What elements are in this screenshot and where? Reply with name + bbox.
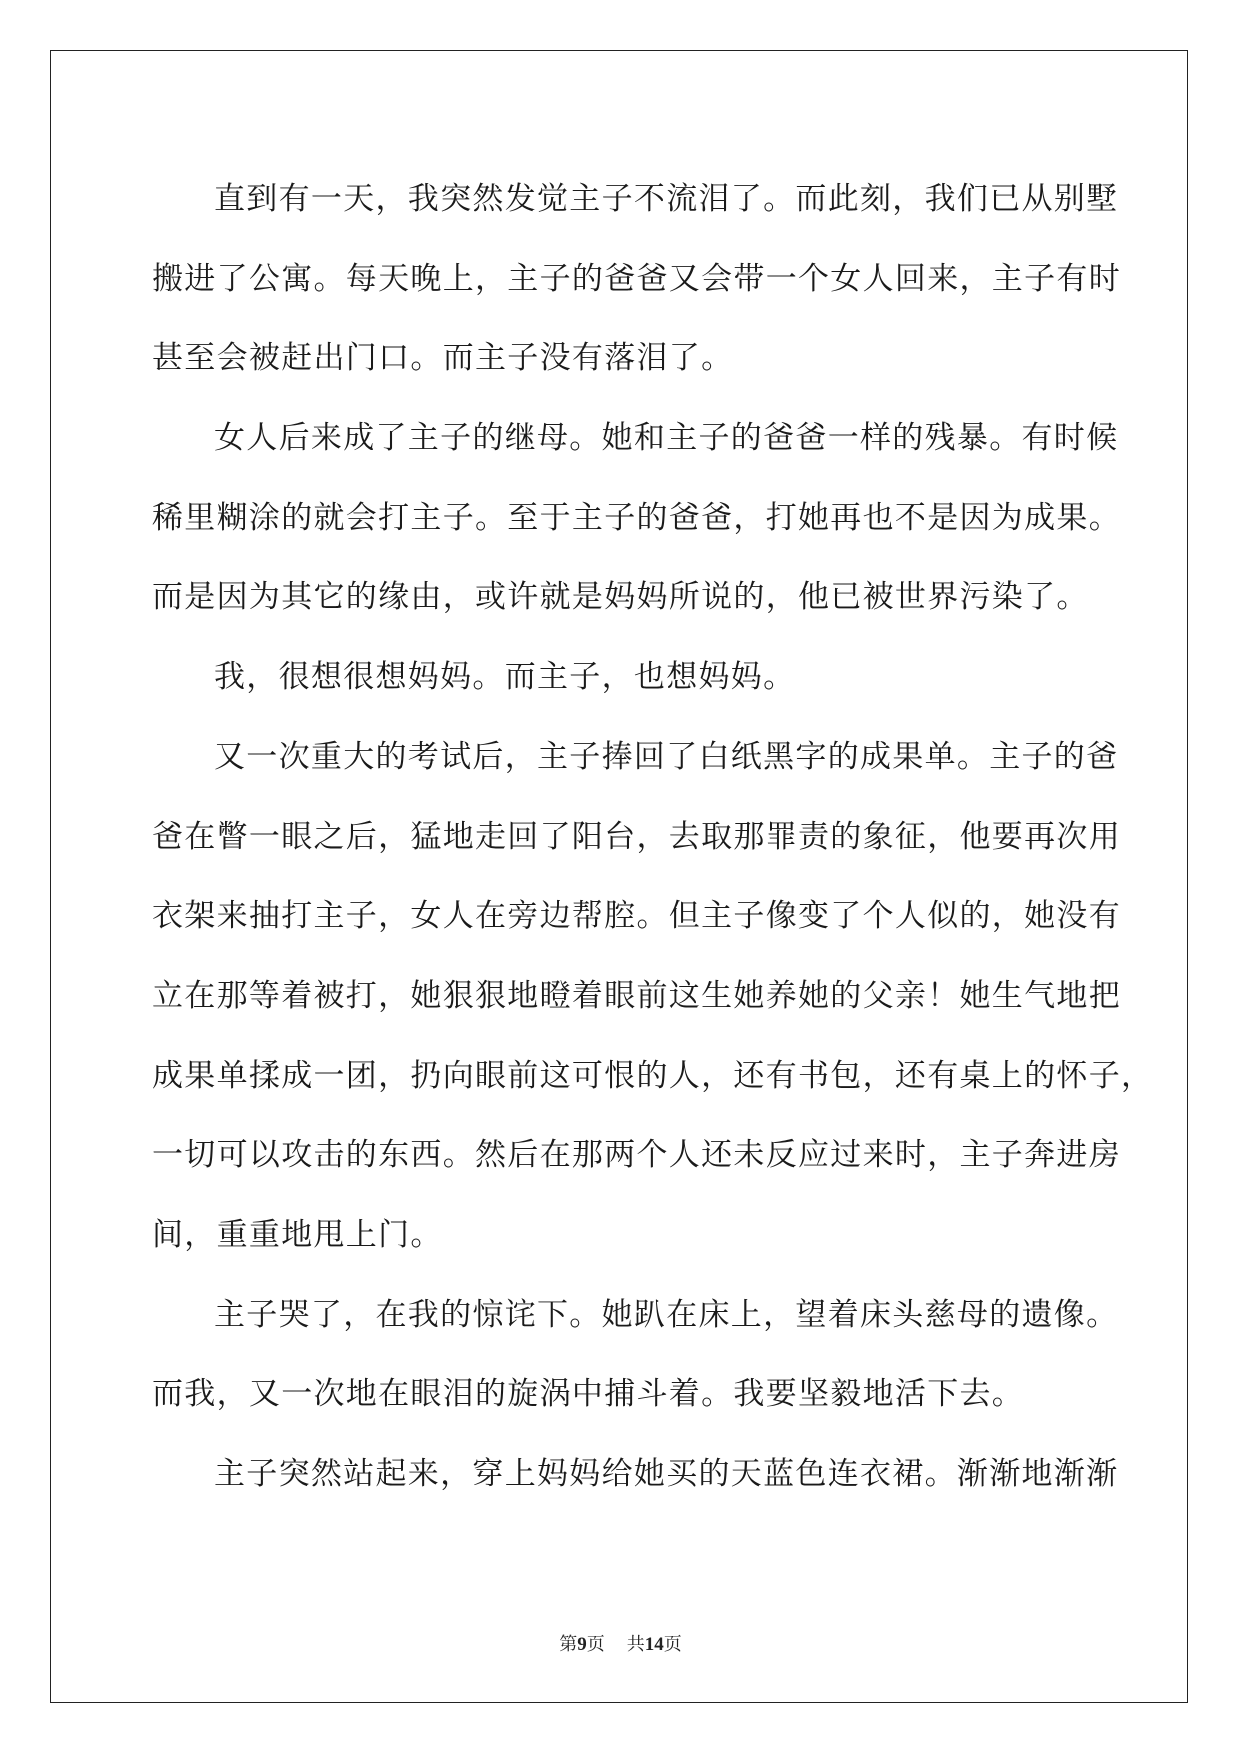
text-line: 搬进了公寓。每天晚上，主子的爸爸又会带一个女人回来，主子有时 bbox=[152, 260, 1121, 297]
page-prefix: 第 bbox=[559, 1634, 578, 1655]
text-line: 稀里糊涂的就会打主子。至于主子的爸爸，打她再也不是因为成果。 bbox=[152, 499, 1121, 536]
page-footer bbox=[0, 1633, 1241, 1657]
text-line: 甚至会被赶出门口。而主子没有落泪了。 bbox=[152, 340, 734, 377]
text-line: 主子哭了，在我的惊诧下。她趴在床上，望着床头慈母的遗像。 bbox=[214, 1296, 1119, 1333]
text-line: 成果单揉成一团，扔向眼前这可恨的人，还有书包，还有桌上的怀子， bbox=[152, 1057, 1154, 1094]
text-line: 又一次重大的考试后，主子捧回了白纸黑字的成果单。主子的爸 bbox=[214, 738, 1119, 775]
total-prefix: 共 bbox=[626, 1634, 645, 1655]
page-suffix: 页 bbox=[586, 1634, 605, 1655]
text-line: 我，很想很想妈妈。而主子，也想妈妈。 bbox=[214, 659, 796, 696]
text-line: 衣架来抽打主子，女人在旁边帮腔。但主子像变了个人似的，她没有 bbox=[152, 898, 1121, 935]
text-line: 而是因为其它的缘由，或许就是妈妈所说的，他已被世界污染了。 bbox=[152, 579, 1089, 616]
text-line: 女人后来成了主子的继母。她和主子的爸爸一样的残暴。有时候 bbox=[214, 420, 1119, 457]
text-line: 直到有一天，我突然发觉主子不流泪了。而此刻，我们已从别墅 bbox=[214, 181, 1119, 217]
page-number: 9 bbox=[577, 1634, 587, 1655]
text-line: 主子突然站起来，穿上妈妈给她买的天蓝色连衣裙。渐渐地渐渐 bbox=[214, 1456, 1119, 1492]
text-line: 间，重重地甩上门。 bbox=[152, 1216, 443, 1253]
text-line: 而我，又一次地在眼泪的旋涡中捕斗着。我要坚毅地活下去。 bbox=[152, 1376, 1025, 1413]
total-suffix: 页 bbox=[663, 1634, 682, 1655]
text-line: 爸在瞥一眼之后，猛地走回了阳台，去取那罪责的象征，他要再次用 bbox=[152, 818, 1121, 855]
total-pages: 14 bbox=[644, 1634, 664, 1655]
text-line: 立在那等着被打，她狠狠地瞪着眼前这生她养她的父亲！她生气地把 bbox=[152, 977, 1121, 1014]
text-line: 一切可以攻击的东西。然后在那两个人还未反应过来时，主子奔进房 bbox=[152, 1137, 1121, 1174]
document-body bbox=[152, 160, 1154, 1515]
